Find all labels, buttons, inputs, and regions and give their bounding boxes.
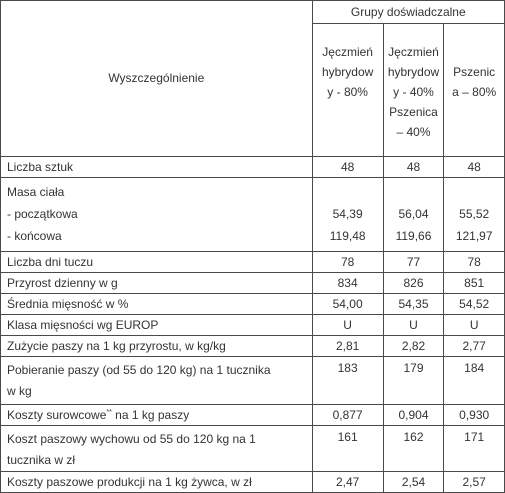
col1-header-line: hybrydow (321, 65, 374, 79)
cell-value (444, 178, 505, 252)
cell-value: 78 (444, 252, 505, 273)
cell-value: U (312, 315, 383, 336)
cell-value: 54,52 (444, 294, 505, 315)
cell-value-line: 56,04 (398, 207, 429, 221)
col2-header-line: Pszenica (389, 105, 438, 119)
cell-value-line: 121,97 (455, 229, 493, 243)
cell-value: 2,77 (444, 336, 505, 357)
row-label-line: Pobieranie paszy (od 55 do 120 kg) na 1 tucznika (7, 363, 271, 377)
row-label-text: na 1 kg paszy (111, 408, 190, 422)
table-row (1, 252, 505, 273)
row-label (1, 178, 313, 252)
cell-value: 826 (383, 273, 444, 294)
row-label-line: tucznika w zł (7, 453, 76, 467)
row-label (1, 405, 313, 426)
row-label (1, 426, 313, 472)
cell-value-line: 119,66 (395, 229, 432, 243)
cell-value: 0,877 (312, 405, 383, 426)
cell-value (383, 178, 444, 252)
cell-value: 48 (383, 157, 444, 178)
row-label: Liczba sztuk (1, 157, 313, 178)
cell-value: 2,82 (383, 336, 444, 357)
row-label-line: Koszt paszowy wychowu od 55 do 120 kg na 1 (7, 432, 256, 446)
row-label (1, 357, 313, 405)
stub-header: Wyszczególnienie (1, 1, 313, 157)
cell-value: 77 (383, 252, 444, 273)
group-header: Grupy doświadczalne (312, 1, 504, 24)
cell-value: 54,00 (312, 294, 383, 315)
col3-header-line: Pszenic (453, 65, 496, 79)
cell-value: 2,81 (312, 336, 383, 357)
cell-value: 54,35 (383, 294, 444, 315)
cell-value: 183 (312, 357, 383, 405)
row-label-line: - początkowa (7, 207, 78, 221)
row-label-text: Koszty surowcowe (7, 408, 107, 422)
cell-value: U (444, 315, 505, 336)
col3-header-line: a – 80% (452, 85, 497, 99)
cell-value: U (383, 315, 444, 336)
cell-value-line: 119,48 (329, 229, 366, 243)
cell-value: 834 (312, 273, 383, 294)
cell-value: 851 (444, 273, 505, 294)
row-label: Średnia mięsność w % (1, 294, 313, 315)
table-row (1, 294, 505, 315)
table-row (1, 315, 505, 336)
col1-header-line: Jęczmień (322, 45, 373, 59)
table-row (1, 273, 505, 294)
row-label: Zużycie paszy na 1 kg przyrostu, w kg/kg (1, 336, 313, 357)
table-row (1, 405, 505, 426)
cell-value: 171 (444, 426, 505, 472)
cell-value: 161 (312, 426, 383, 472)
cell-value: 162 (383, 426, 444, 472)
cell-value: 2,54 (383, 472, 444, 493)
col2-header-line: hybrydow (387, 65, 440, 79)
col2-header-line: Jęczmień (388, 45, 439, 59)
table-row (1, 178, 505, 252)
col2-header-line: – 40% (396, 125, 431, 139)
col3-header (444, 24, 505, 157)
col2-header-line: y - 40% (393, 85, 434, 99)
table-row (1, 336, 505, 357)
cell-value: 48 (444, 157, 505, 178)
col1-header-line: y - 80% (327, 85, 368, 99)
cell-value: 179 (383, 357, 444, 405)
cell-value: 0,930 (444, 405, 505, 426)
row-label-line: Masa ciała (7, 185, 65, 199)
cell-value: 2,47 (312, 472, 383, 493)
cell-value: 184 (444, 357, 505, 405)
row-label: Przyrost dzienny w g (1, 273, 313, 294)
col2-header (383, 24, 444, 157)
table-row (1, 157, 505, 178)
cell-value: 48 (312, 157, 383, 178)
row-label-line: w kg (7, 384, 32, 398)
table-row (1, 357, 505, 405)
cell-value (312, 178, 383, 252)
row-label-line: - końcowa (7, 229, 62, 243)
row-label: Liczba dni tuczu (1, 252, 313, 273)
cell-value: 0,904 (383, 405, 444, 426)
row-label: Koszty paszowe produkcji na 1 kg żywca, w zł (1, 472, 313, 493)
table-row (1, 426, 505, 472)
cell-value-line: 55,52 (459, 207, 490, 221)
row-label: Klasa mięsności wg EUROP (1, 315, 313, 336)
col1-header (312, 24, 383, 157)
cell-value: 78 (312, 252, 383, 273)
cell-value: 2,57 (444, 472, 505, 493)
table-row (1, 472, 505, 493)
footnote-marker: ** (106, 409, 112, 416)
cell-value-line: 54,39 (332, 207, 363, 221)
